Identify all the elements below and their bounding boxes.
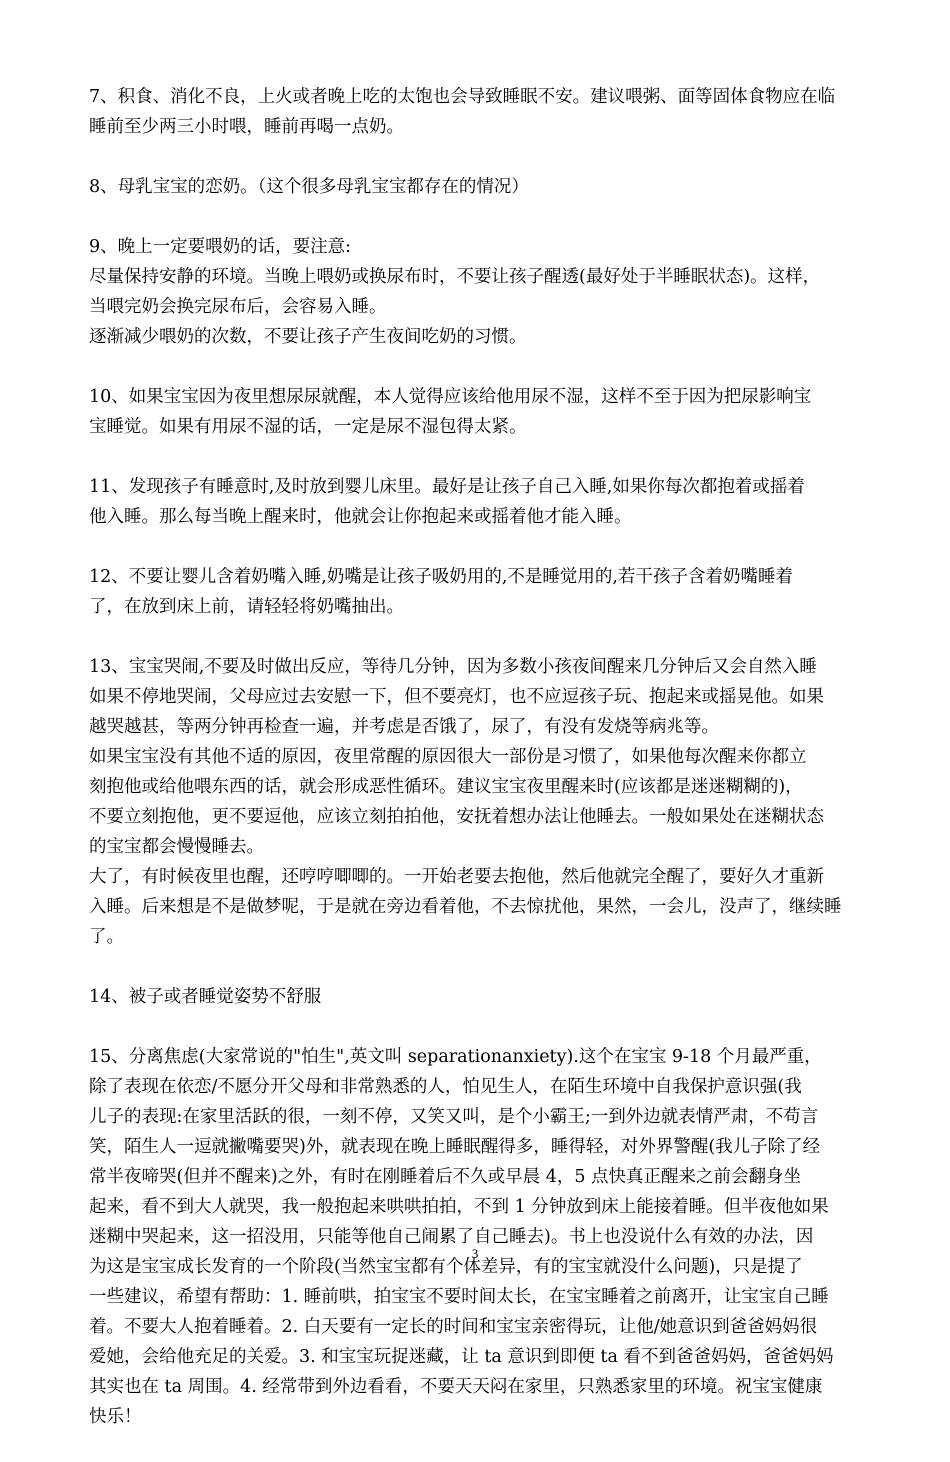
text-line: 14、被子或者睡觉姿势不舒服 (89, 987, 322, 1007)
text-line: 其实也在 ta 周围。4. 经常带到外边看看，不要天天闷在家里，只熟悉家里的环境。祝宝宝健康 (89, 1377, 823, 1397)
text-line: 的宝宝都会慢慢睡去。 (89, 837, 264, 857)
text-line: 儿子的表现:在家里活跃的很，一刻不停，又笑又叫，是个小霸王;一到外边就表情严肃，不苟言 (89, 1107, 819, 1127)
text-line: 不要立刻抱他，更不要逗他，应该立刻拍拍他，安抚着想办法让他睡去。一般如果处在迷糊状态 (89, 807, 824, 827)
page-number: 3 (471, 1246, 479, 1261)
text-line: 13、宝宝哭闹,不要及时做出反应，等待几分钟，因为多数小孩夜间醒来几分钟后又会自然入睡 (89, 657, 817, 677)
text-line: 起来，看不到大人就哭，我一般抱起来哄哄拍拍，不到 1 分钟放到床上能接着睡。但半夜他如果 (89, 1197, 829, 1217)
text-line: 逐渐减少喂奶的次数，不要让孩子产生夜间吃奶的习惯。 (89, 327, 527, 347)
paragraph-8 (89, 172, 879, 202)
text-line: 大了，有时候夜里也醒，还哼哼唧唧的。一开始老要去抱他，然后他就完全醒了，要好久才重新 (89, 867, 824, 887)
text-line: 笑，陌生人一逗就撇嘴要哭)外，就表现在晚上睡眠醒得多，睡得轻，对外界警醒(我儿子除了经 (89, 1137, 821, 1157)
text-line: 一些建议，希望有帮助：1. 睡前哄，拍宝宝不要时间太长，在宝宝睡着之前离开，让宝宝自己睡 (89, 1287, 829, 1307)
paragraph-9 (89, 232, 879, 352)
paragraph-7 (89, 82, 879, 142)
text-line: 迷糊中哭起来，这一招没用，只能等他自己闹累了自己睡去)。书上也没说什么有效的办法，因 (89, 1227, 814, 1247)
paragraph-14 (89, 982, 879, 1012)
text-line: 10、如果宝宝因为夜里想尿尿就醒，本人觉得应该给他用尿不湿，这样不至于因为把尿影响宝 (89, 387, 812, 407)
text-line: 7、积食、消化不良，上火或者晚上吃的太饱也会导致睡眠不安。建议喂粥、面等固体食物应在临 (89, 87, 836, 107)
text-line: 11、发现孩子有睡意时,及时放到婴儿床里。最好是让孩子自己入睡,如果你每次都抱着或摇着 (89, 477, 805, 497)
text-line: 宝睡觉。如果有用尿不湿的话，一定是尿不湿包得太紧。 (89, 417, 527, 437)
text-line: 快乐！ (89, 1407, 142, 1427)
paragraph-12 (89, 562, 879, 622)
paragraph-13 (89, 652, 879, 952)
text-line: 常半夜啼哭(但并不醒来)之外，有时在刚睡着后不久或早晨 4，5 点快真正醒来之前会翻身坐 (89, 1167, 802, 1187)
text-line: 9、晚上一定要喂奶的话，要注意: (89, 237, 352, 257)
text-line: 当喂完奶会换完尿布后，会容易入睡。 (89, 297, 387, 317)
paragraph-10 (89, 382, 879, 442)
text-line: 8、母乳宝宝的恋奶。（这个很多母乳宝宝都存在的情况） (89, 177, 529, 197)
text-line: 了，在放到床上前，请轻轻将奶嘴抽出。 (89, 597, 404, 617)
text-line: 越哭越甚，等两分钟再检查一遍，并考虑是否饿了，尿了，有没有发烧等病兆等。 (89, 717, 719, 737)
text-line: 12、不要让婴儿含着奶嘴入睡,奶嘴是让孩子吸奶用的,不是睡觉用的,若干孩子含着奶嘴睡着 (89, 567, 793, 587)
text-line: 他入睡。那么每当晚上醒来时，他就会让你抱起来或摇着他才能入睡。 (89, 507, 632, 527)
text-line: 着。不要大人抱着睡着。2. 白天要有一定长的时间和宝宝亲密得玩，让他/她意识到爸爸妈妈很 (89, 1317, 818, 1337)
text-line: 除了表现在依恋/不愿分开父母和非常熟悉的人，怕见生人，在陌生环境中自我保护意识强(我 (89, 1077, 802, 1097)
paragraph-15 (89, 1042, 879, 1432)
text-line: 为这是宝宝成长发育的一个阶段(当然宝宝都有个体差异，有的宝宝就没什么问题)，只是提了 (89, 1257, 803, 1277)
text-line: 15、分离焦虑(大家常说的"怕生",英文叫 separationanxiety).这个在宝宝 9-18 个月最严重， (89, 1047, 822, 1067)
paragraph-11 (89, 472, 879, 532)
text-line: 入睡。后来想是不是做梦呢，于是就在旁边看着他，不去惊扰他，果然，一会儿，没声了，继续睡 (89, 897, 842, 917)
text-line: 如果不停地哭闹，父母应过去安慰一下，但不要亮灯，也不应逗孩子玩、抱起来或摇晃他。如果 (89, 687, 824, 707)
text-line: 尽量保持安静的环境。当晚上喂奶或换尿布时，不要让孩子醒透(最好处于半睡眠状态)。这样， (89, 267, 821, 287)
text-line: 如果宝宝没有其他不适的原因，夜里常醒的原因很大一部份是习惯了，如果他每次醒来你都立 (89, 747, 807, 767)
text-line: 刻抱他或给他喂东西的话，就会形成恶性循环。建议宝宝夜里醒来时(应该都是迷迷糊糊的)， (89, 777, 803, 797)
text-line: 爱她，会给他充足的关爱。3. 和宝宝玩捉迷藏，让 ta 意识到即便 ta 看不到爸爸妈妈，爸爸妈妈 (89, 1347, 834, 1367)
text-line: 睡前至少两三小时喂，睡前再喝一点奶。 (89, 117, 404, 137)
text-line: 了。 (89, 927, 124, 947)
